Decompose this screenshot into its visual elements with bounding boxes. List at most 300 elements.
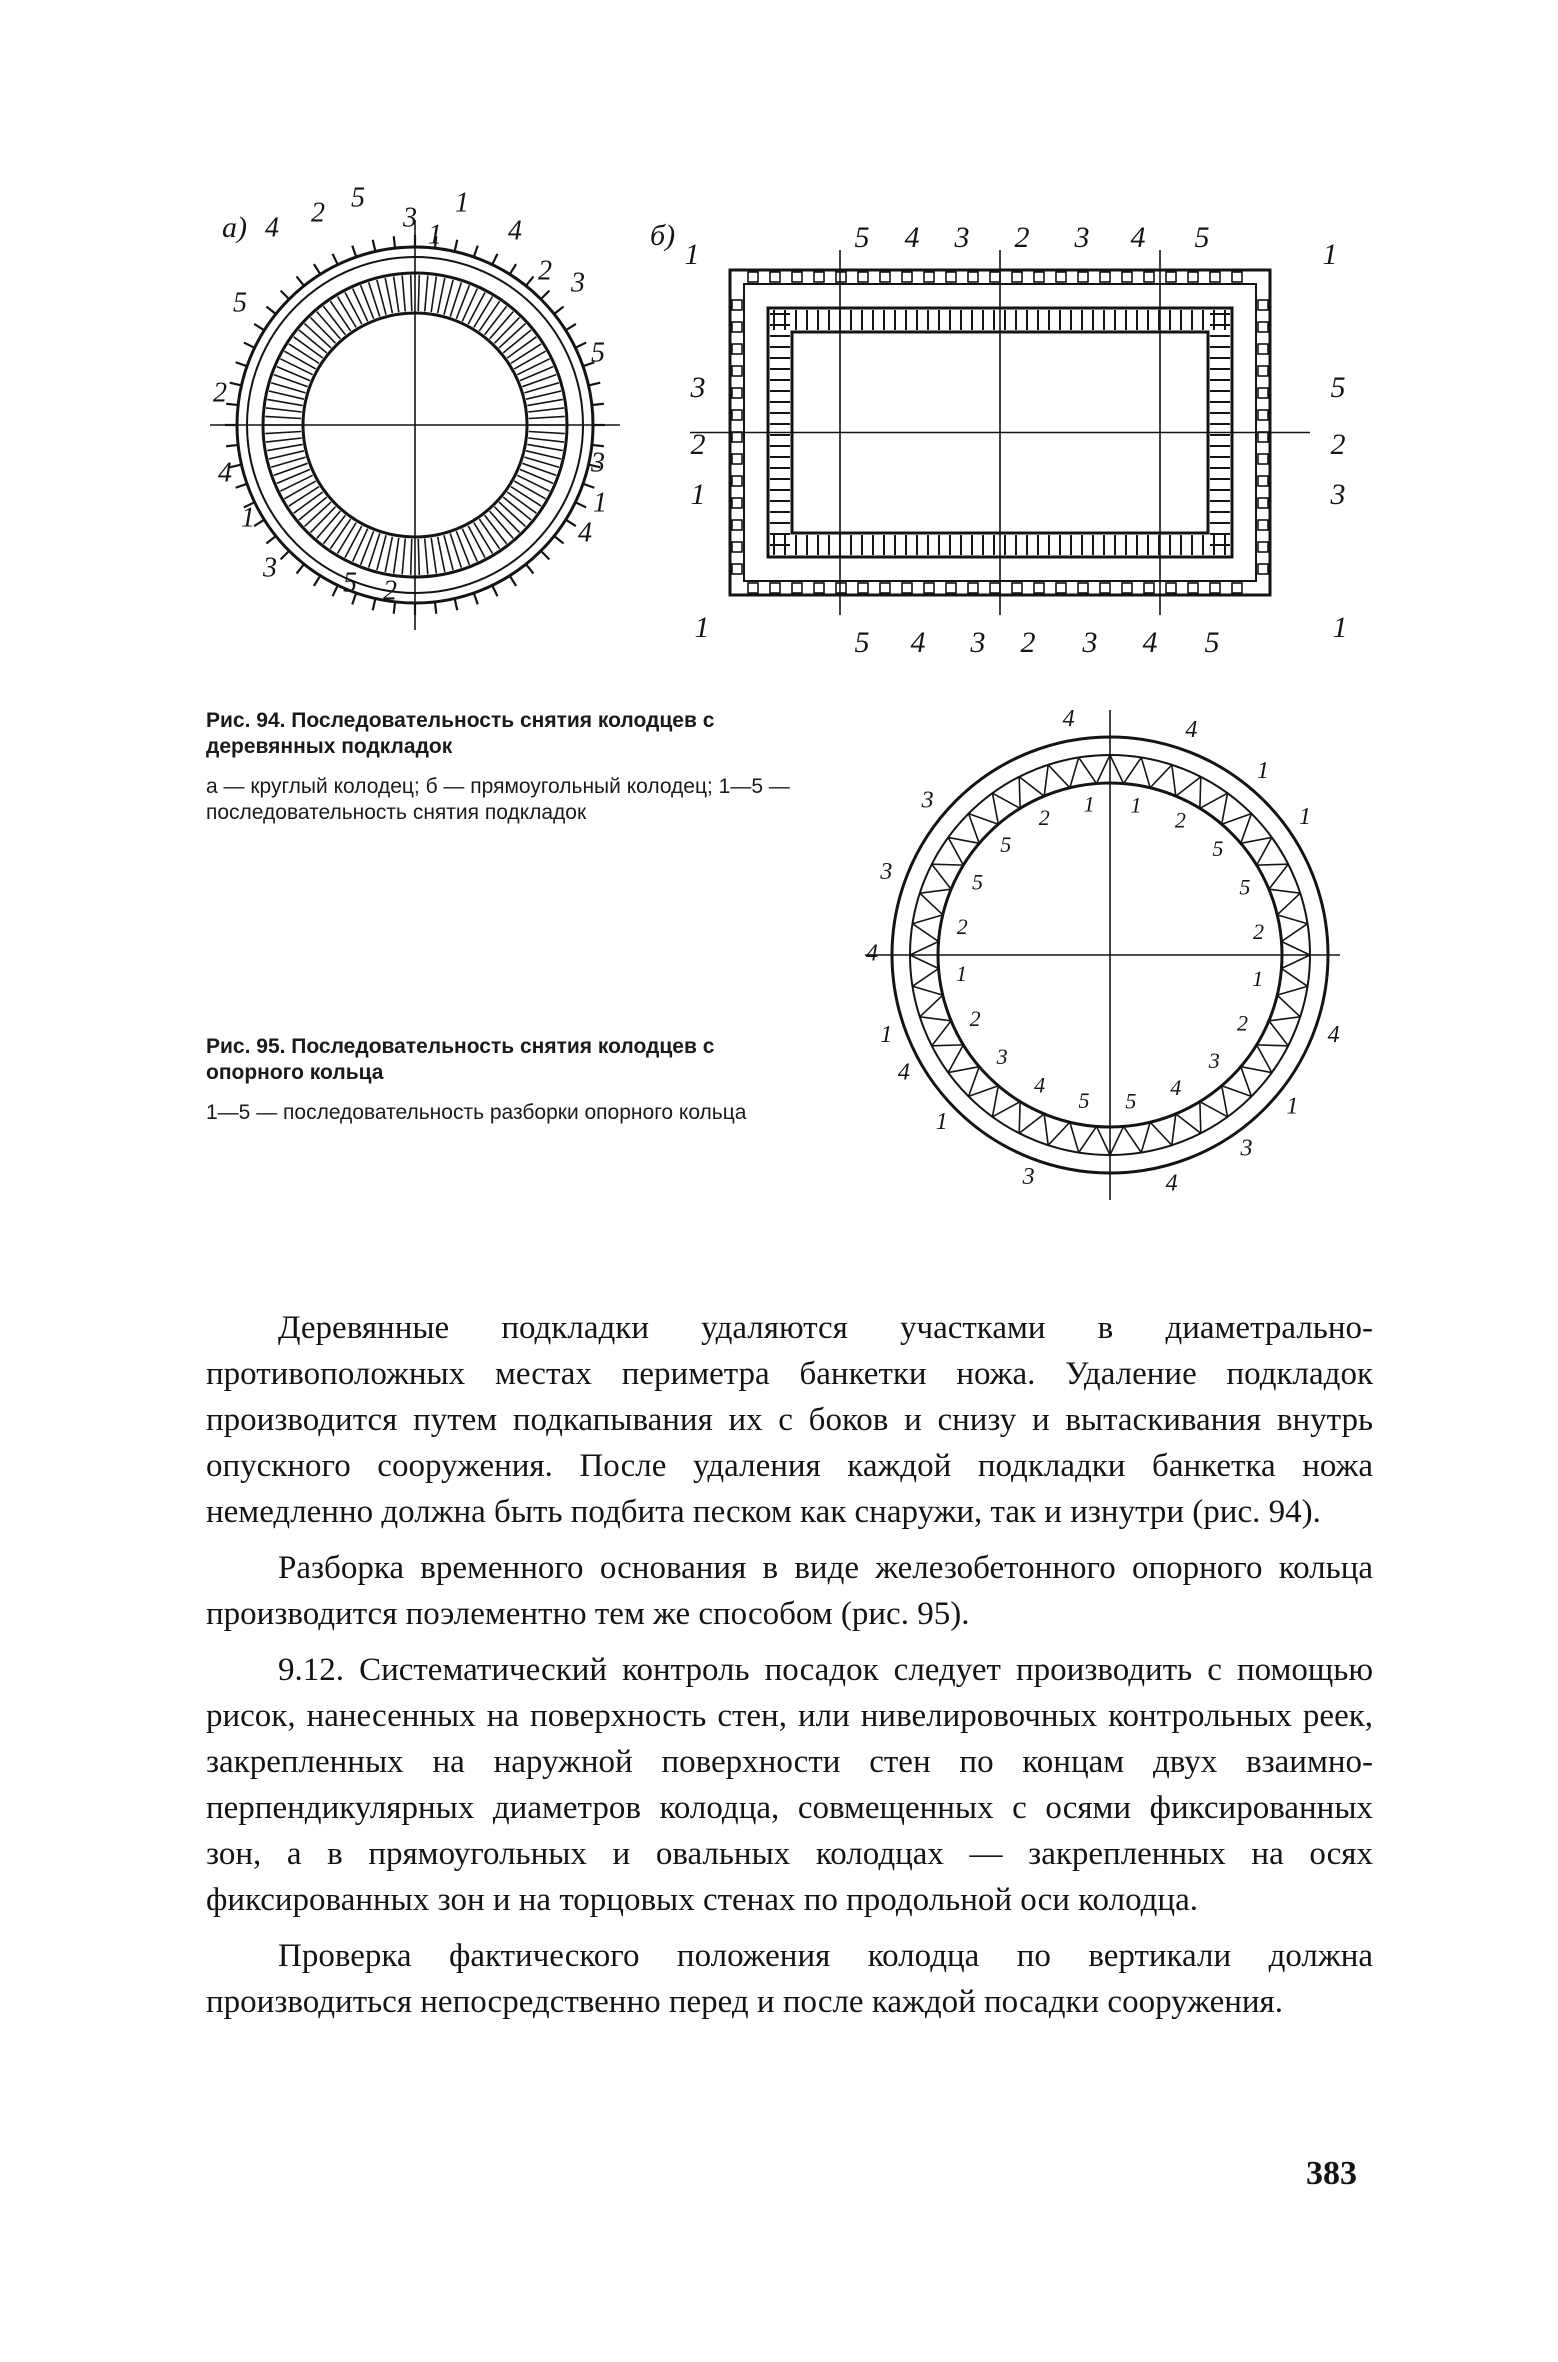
fig94b-top-label-5: 5 (854, 220, 870, 254)
wall-hatch (345, 526, 362, 558)
segment-line (1123, 1126, 1141, 1152)
fig95-inner-label-4: 4 (1170, 1074, 1182, 1100)
fig94b-bottom-label-5: 5 (854, 625, 870, 659)
fig94a-label-2: 2 (311, 197, 325, 229)
fig94a-label-4: 4 (578, 517, 592, 549)
wall-hatch (330, 519, 350, 549)
segment-line (1222, 1086, 1228, 1117)
wall-hatch (526, 391, 561, 399)
segment-line (1070, 1122, 1079, 1152)
wall-hatch (511, 487, 541, 506)
wall-hatch (529, 432, 565, 434)
pad (1122, 272, 1132, 282)
page-number: 383 (1306, 2155, 1357, 2192)
wall-hatch (353, 529, 368, 562)
pad-tick (492, 585, 497, 596)
segment-line (1070, 757, 1079, 787)
pad (1078, 272, 1088, 282)
segment-line (1269, 1021, 1288, 1046)
figure-94-caption (206, 708, 806, 826)
segment-line (1277, 915, 1307, 924)
wall-hatch (269, 451, 304, 459)
pad-tick (455, 240, 458, 252)
pad-tick (455, 599, 458, 611)
pad (1122, 583, 1132, 593)
wall-hatch (418, 275, 419, 311)
figure-95-caption (206, 1034, 806, 1126)
wall-hatch (438, 537, 445, 572)
wall-hatch (411, 539, 412, 575)
wall-hatch (310, 507, 335, 533)
fig95-outer-label-1: 1 (935, 1108, 948, 1135)
pad (732, 498, 742, 508)
segment-line (1269, 1017, 1300, 1021)
pad-tick (554, 536, 563, 543)
pad (1078, 583, 1088, 593)
pad (732, 322, 742, 332)
wall-hatch (479, 301, 499, 331)
fig95-inner-label-1: 1 (1083, 791, 1095, 817)
segment-line (1110, 755, 1123, 784)
pad (836, 583, 846, 593)
segment-line (992, 793, 1020, 808)
pad (880, 583, 890, 593)
wall-hatch (304, 502, 331, 526)
wall-hatch (479, 519, 499, 549)
segment-line (948, 837, 963, 865)
fig94b-bottom-label-2: 2 (1020, 625, 1036, 659)
segment-line (932, 1045, 964, 1046)
fig95-outer-label-1: 1 (1298, 803, 1311, 831)
pad (792, 272, 802, 282)
wall-hatch (462, 289, 477, 322)
fig95-inner-label-5: 5 (1239, 874, 1251, 900)
pad (732, 344, 742, 354)
fig95-inner-label-2: 2 (956, 913, 968, 939)
fig95-inner-label-4: 4 (1034, 1072, 1046, 1098)
segment-line (1097, 755, 1110, 784)
fig95-inner-label-2: 2 (1038, 805, 1050, 831)
pad (1232, 272, 1242, 282)
pad (1012, 272, 1022, 282)
fig94a-label-4: 4 (508, 215, 522, 247)
segment-line (1110, 1126, 1123, 1155)
wall-hatch (411, 275, 412, 311)
segment-line (969, 814, 980, 844)
fig94b-top-label-1: 1 (684, 237, 700, 271)
fig94b-right-label-3: 3 (1330, 477, 1346, 511)
fig94a-label-5: 5 (343, 567, 357, 599)
wall-hatch (431, 538, 436, 574)
fig94b-drawing (690, 250, 1310, 615)
segment-line (1257, 864, 1289, 865)
pad (1258, 432, 1268, 442)
pad (858, 583, 868, 593)
fig95-inner-label-1: 1 (1252, 966, 1264, 992)
fig94a-label-2: 2 (383, 575, 397, 607)
wall-hatch (485, 306, 507, 335)
segment-line (969, 1086, 999, 1097)
pad-tick (254, 520, 264, 526)
fig94b-left-label-2: 2 (690, 427, 706, 461)
pad-tick (266, 307, 275, 314)
segment-line (1281, 942, 1310, 955)
pad (902, 583, 912, 593)
segment-line (1277, 893, 1300, 915)
segment-line (948, 1045, 963, 1073)
wall-hatch (511, 344, 541, 363)
pad-tick (474, 246, 478, 257)
wall-hatch (514, 481, 545, 499)
wall-hatch (528, 438, 564, 442)
fig94b-top-label-5: 5 (1194, 220, 1210, 254)
segment-line (912, 986, 942, 995)
pad (1210, 583, 1220, 593)
pad-tick (333, 254, 338, 265)
wall-hatch (494, 507, 519, 533)
fig95-inner-label-5: 5 (1000, 832, 1012, 858)
pad (990, 272, 1000, 282)
pad (1258, 322, 1268, 332)
figure-94-caption-title: Рис. 94. Последовательность снятия колодцев с деревянных подкладок (206, 709, 715, 758)
wall-hatch (266, 408, 302, 412)
segment-line (1150, 765, 1172, 788)
segment-line (1172, 1114, 1176, 1145)
segment-line (969, 814, 999, 825)
figure-95-caption-desc: 1—5 — последовательность разборки опорного кольца (206, 1101, 747, 1124)
wall-hatch (520, 469, 553, 483)
pad-tick (526, 276, 533, 285)
pad (732, 520, 742, 530)
fig94b-bottom-label-3: 3 (970, 625, 986, 659)
pad-tick (230, 383, 242, 386)
figure-94a-round-well (200, 175, 620, 655)
segment-line (1141, 757, 1150, 787)
segment-line (1222, 1086, 1252, 1097)
segment-line (1176, 777, 1201, 796)
pad (1258, 344, 1268, 354)
wall-hatch (507, 337, 536, 358)
segment-line (910, 942, 939, 955)
pad (1258, 410, 1268, 420)
segment-line (1019, 777, 1020, 809)
wall-hatch (520, 367, 553, 381)
fig94a-label-4: 4 (265, 212, 279, 244)
pad (732, 410, 742, 420)
segment-line (1277, 986, 1307, 995)
segment-line (1019, 1114, 1044, 1133)
fig94b-right-label-2: 2 (1330, 427, 1346, 461)
segment-line (969, 1067, 980, 1097)
pad-tick (592, 404, 604, 405)
fig95-outer-label-3: 3 (1240, 1135, 1253, 1162)
pad (968, 583, 978, 593)
segment-line (1200, 1102, 1201, 1134)
segment-line (932, 1021, 951, 1046)
wall-hatch (514, 351, 545, 369)
pad (748, 272, 758, 282)
wall-hatch (385, 537, 392, 572)
wall-hatch (317, 511, 341, 538)
wall-hatch (474, 297, 493, 328)
segment-line (1257, 1045, 1272, 1073)
pad-tick (244, 343, 255, 348)
segment-line (1150, 1122, 1172, 1145)
wall-hatch (499, 324, 526, 348)
segment-line (1277, 995, 1300, 1017)
fig94b-top-label-4: 4 (1130, 220, 1146, 254)
segment-line (1281, 955, 1310, 968)
pad-tick (510, 576, 516, 586)
figure-95-caption-title: Рис. 95. Последовательность снятия колодцев с опорного кольца (206, 1035, 715, 1084)
pad (814, 583, 824, 593)
segment-line (1257, 837, 1272, 865)
fig94b-bottom-label-1: 1 (1332, 610, 1348, 644)
fig95-inner-label-1: 1 (955, 960, 967, 986)
fig95-outer-label-4: 4 (1165, 1170, 1178, 1197)
segment-line (932, 864, 951, 889)
pad (748, 583, 758, 593)
figure-95-support-ring (850, 705, 1340, 1225)
wall-hatch (394, 277, 399, 313)
pad (732, 366, 742, 376)
wall-hatch (266, 438, 302, 442)
segment-line (1019, 1102, 1020, 1134)
wall-hatch (499, 502, 526, 526)
segment-line (1044, 765, 1048, 796)
pad (1166, 272, 1176, 282)
pad-tick (394, 236, 395, 248)
wall-hatch (527, 444, 562, 450)
segment-line (1241, 837, 1272, 843)
pad-tick (314, 264, 320, 274)
segment-line (1222, 814, 1252, 825)
pad-tick (226, 445, 238, 446)
pad (946, 272, 956, 282)
fig94a-label-5: 5 (233, 287, 247, 319)
wall-hatch (267, 444, 302, 450)
wall-hatch (317, 312, 341, 339)
wall-hatch (503, 497, 531, 520)
pad (1258, 388, 1268, 398)
wall-hatch (526, 451, 561, 459)
paragraph-1: Деревянные подкладки удаляются участками в диаметрально-противоположных местах периметра банкетки ножа. Удаление подкладок производится путем подкапывания их с боков и снизу и вытаскивания внутрь опускного сооружения. После удаления каждой подкладки банкетка ножа немедленно должна быть подбита песком как снаружи, так и изнутри (рис. 94). (206, 1310, 1373, 1530)
wall-hatch (265, 432, 301, 434)
pad (732, 300, 742, 310)
pad-tick (281, 291, 289, 299)
pad (1012, 583, 1022, 593)
pad-tick (352, 246, 356, 257)
wall-hatch (462, 529, 477, 562)
pad (1034, 583, 1044, 593)
segment-line (948, 1067, 979, 1073)
pad (1100, 583, 1110, 593)
fig94b-bottom-label-4: 4 (1142, 625, 1158, 659)
pad-tick (333, 585, 338, 596)
wall-hatch (438, 278, 445, 313)
wall-hatch (418, 539, 419, 575)
segment-line (1048, 765, 1070, 788)
pad (880, 272, 890, 282)
pad (1056, 583, 1066, 593)
pad-tick (373, 599, 376, 611)
pad (1188, 272, 1198, 282)
wall-hatch (267, 399, 302, 405)
pad (946, 583, 956, 593)
pad (924, 583, 934, 593)
segment-line (1141, 1122, 1150, 1152)
fig94a-part-label: а) (222, 211, 247, 244)
wall-hatch (468, 526, 485, 558)
pad-tick (566, 520, 576, 526)
pad (792, 583, 802, 593)
wall-hatch (280, 475, 312, 491)
fig95-inner-label-5: 5 (972, 869, 984, 895)
fig95-inner-label-2: 2 (1236, 1010, 1248, 1036)
wall-hatch (294, 337, 323, 358)
wall-hatch (385, 278, 392, 313)
fig94a-label-2: 2 (213, 377, 227, 409)
fig95-inner-label-2: 2 (969, 1005, 981, 1031)
fig95-inner-label-2: 2 (1174, 807, 1186, 833)
fig94a-label-1: 1 (455, 187, 469, 219)
pad (1166, 583, 1176, 593)
segment-line (1048, 1122, 1070, 1145)
pad (1258, 300, 1268, 310)
pad-tick (236, 484, 247, 488)
wall-hatch (269, 391, 304, 399)
wall-hatch (402, 539, 405, 575)
pad-tick (435, 602, 436, 614)
figure-94b-rect-well (640, 185, 1360, 675)
fig95-inner-label-1: 1 (1130, 792, 1142, 818)
pad (1232, 583, 1242, 593)
pad-tick (281, 551, 289, 559)
fig95-outer-label-4: 4 (1327, 1021, 1340, 1048)
wall-hatch (338, 523, 357, 554)
segment-line (1200, 777, 1201, 809)
wall-hatch (277, 367, 310, 381)
pad-tick (236, 362, 247, 366)
fig94a-label-5: 5 (591, 337, 605, 369)
fig95-outer-label-1: 1 (1256, 758, 1269, 785)
pad (902, 272, 912, 282)
pad (1188, 583, 1198, 593)
fig95-inner-label-5: 5 (1212, 835, 1224, 861)
pad (1144, 272, 1154, 282)
pad (1210, 272, 1220, 282)
wall-hatch (490, 511, 514, 538)
pad (1258, 366, 1268, 376)
wall-hatch (494, 317, 519, 343)
pad-tick (575, 502, 586, 507)
wall-hatch (284, 481, 315, 499)
fig95-outer-label-4: 4 (897, 1059, 910, 1086)
wall-hatch (527, 399, 562, 405)
segment-line (1176, 1114, 1201, 1133)
fig94b-bottom-label-4: 4 (910, 625, 926, 659)
wall-hatch (353, 289, 368, 322)
pad (1258, 476, 1268, 486)
fig95-outer-label-4: 4 (1185, 716, 1198, 743)
segment-line (932, 864, 964, 865)
paragraph-2: Разборка временного основания в виде железобетонного опорного кольца производится поэлементно тем же способом (рис. 95). (206, 1550, 1373, 1632)
fig94a-label-3: 3 (591, 447, 605, 479)
fig94b-left-label-3: 3 (690, 370, 706, 404)
paragraph-3: 9.12. Систематический контроль посадок следует производить с помощью рисок, нанесенных на поверхность стен, или нивелировочных контрольных реек, закрепленных на наружной поверхности стен по концам двух взаимно-перпендикулярных диаметров колодца, совмещенных с осями фиксированных зон, а в прямоугольных и овальных колодцах — закрепленных на осях фиксированных зон и на торцовых стенах по продольной оси колодца. (206, 1652, 1373, 1918)
fig94b-bottom-label-5: 5 (1204, 625, 1220, 659)
body-text (206, 1305, 1373, 2025)
wall-hatch (394, 538, 399, 574)
segment-line (1269, 889, 1300, 893)
pad (858, 272, 868, 282)
pad (924, 272, 934, 282)
wall-hatch (299, 497, 327, 520)
fig95-outer-label-3: 3 (880, 859, 893, 886)
segment-line (1200, 1102, 1228, 1117)
pad-tick (297, 276, 304, 285)
segment-line (912, 924, 938, 942)
pad (968, 272, 978, 282)
pad-tick (266, 536, 275, 543)
wall-hatch (277, 469, 310, 483)
segment-line (1019, 777, 1044, 796)
pad-tick (541, 551, 549, 559)
wall-hatch (425, 539, 428, 575)
wall-hatch (529, 416, 565, 418)
wall-hatch (284, 351, 315, 369)
fig94a-label-1: 1 (593, 487, 607, 519)
pad-tick (566, 324, 576, 330)
wall-hatch (503, 330, 531, 353)
pad-tick (589, 383, 601, 386)
segment-line (992, 1102, 1020, 1117)
segment-line (912, 968, 938, 986)
wall-hatch (323, 306, 345, 335)
pad-tick (314, 576, 320, 586)
wall-hatch (474, 523, 493, 554)
fig94a-label-1: 1 (428, 219, 442, 251)
segment-line (1241, 814, 1252, 844)
segment-line (992, 793, 998, 824)
wall-hatch (490, 312, 514, 339)
wall-hatch (345, 292, 362, 324)
fig94a-label-1: 1 (241, 502, 255, 534)
fig94b-top-label-4: 4 (904, 220, 920, 254)
pad-tick (510, 264, 516, 274)
wall-hatch (468, 292, 485, 324)
fig95-inner-label-3: 3 (1208, 1047, 1220, 1073)
fig95-outer-label-1: 1 (880, 1021, 893, 1048)
segment-line (910, 955, 939, 968)
fig94a-label-5: 5 (351, 182, 365, 214)
pad (1056, 272, 1066, 282)
segment-line (1222, 793, 1228, 824)
wall-hatch (265, 416, 301, 418)
segment-line (1079, 757, 1097, 783)
fig94b-right-label-5: 5 (1330, 370, 1346, 404)
fig95-inner-label-3: 3 (996, 1044, 1008, 1070)
pad-tick (373, 240, 376, 252)
figure-94-caption-desc: а — круглый колодец; б — прямоугольный колодец; 1—5 — последовательность снятия подкладок (206, 775, 790, 824)
wall-hatch (330, 301, 350, 331)
wall-hatch (528, 408, 564, 412)
fig95-inner-label-2: 2 (1253, 919, 1265, 945)
fig94a-label-3: 3 (263, 552, 277, 584)
fig94a-label-3: 3 (571, 267, 585, 299)
segment-line (1200, 793, 1228, 808)
fig95-outer-label-3: 3 (921, 787, 934, 814)
